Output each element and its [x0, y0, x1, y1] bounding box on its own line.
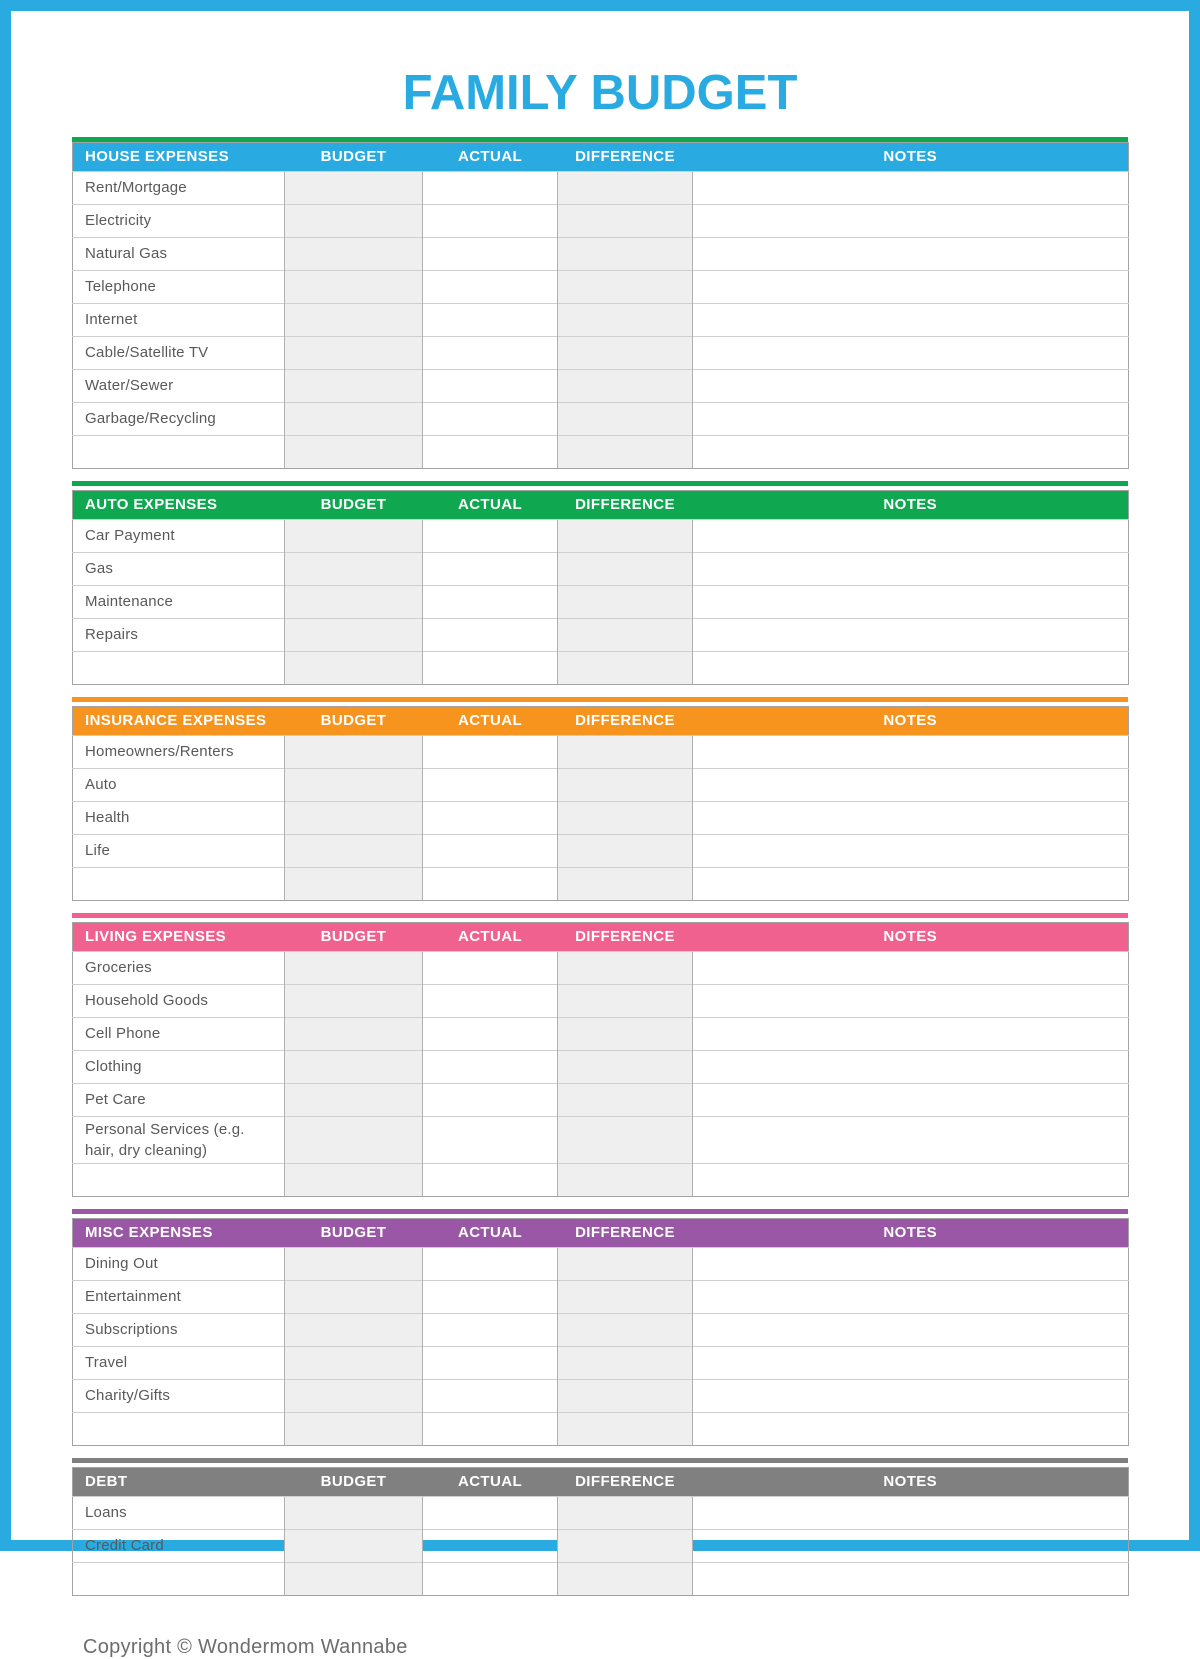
- actual-cell: [423, 834, 558, 867]
- table-row: [73, 768, 1129, 801]
- actual-cell: [423, 1050, 558, 1083]
- table-row: [73, 1163, 1129, 1196]
- section-top-strip: [72, 481, 1128, 486]
- column-header-notes: NOTES: [693, 1467, 1129, 1496]
- actual-cell: [423, 1496, 558, 1529]
- column-header-notes: NOTES: [693, 490, 1129, 519]
- budget-cell: [285, 270, 423, 303]
- notes-cell: [693, 585, 1129, 618]
- budget-cell: [285, 618, 423, 651]
- expense-table: [72, 922, 1129, 1197]
- actual-cell: [423, 1313, 558, 1346]
- column-header-notes: NOTES: [693, 142, 1129, 171]
- table-row: [73, 1280, 1129, 1313]
- expense-table: [72, 706, 1129, 901]
- budget-cell: [285, 1017, 423, 1050]
- actual-cell: [423, 1017, 558, 1050]
- notes-cell: [693, 237, 1129, 270]
- column-header-budget: BUDGET: [285, 1218, 423, 1247]
- budget-cell: [285, 1163, 423, 1196]
- budget-section: [72, 1458, 1128, 1596]
- table-row: [73, 171, 1129, 204]
- actual-cell: [423, 867, 558, 900]
- column-header-budget: BUDGET: [285, 490, 423, 519]
- notes-cell: [693, 735, 1129, 768]
- column-header-notes: NOTES: [693, 706, 1129, 735]
- category-cell: [73, 867, 285, 900]
- section-top-strip: [72, 913, 1128, 918]
- actual-cell: [423, 951, 558, 984]
- notes-cell: [693, 1412, 1129, 1445]
- difference-cell: [558, 519, 693, 552]
- actual-cell: [423, 1280, 558, 1313]
- notes-cell: [693, 651, 1129, 684]
- category-cell: [73, 1412, 285, 1445]
- actual-cell: [423, 171, 558, 204]
- notes-cell: [693, 1083, 1129, 1116]
- table-row: [73, 1496, 1129, 1529]
- actual-cell: [423, 618, 558, 651]
- table-row: [73, 1379, 1129, 1412]
- budget-section: [72, 913, 1128, 1197]
- actual-cell: [423, 1562, 558, 1595]
- page-title: FAMILY BUDGET: [402, 66, 798, 120]
- notes-cell: [693, 1017, 1129, 1050]
- category-cell: Loans: [73, 1496, 285, 1529]
- budget-cell: [285, 336, 423, 369]
- difference-cell: [558, 270, 693, 303]
- category-cell: [73, 651, 285, 684]
- notes-cell: [693, 1379, 1129, 1412]
- difference-cell: [558, 834, 693, 867]
- column-header-difference: DIFFERENCE: [558, 490, 693, 519]
- difference-cell: [558, 1496, 693, 1529]
- table-row: [73, 1313, 1129, 1346]
- actual-cell: [423, 336, 558, 369]
- column-header-budget: BUDGET: [285, 706, 423, 735]
- category-cell: Gas: [73, 552, 285, 585]
- actual-cell: [423, 204, 558, 237]
- category-cell: [73, 1163, 285, 1196]
- budget-section: [72, 137, 1128, 469]
- header-row: [73, 1218, 1129, 1247]
- budget-cell: [285, 651, 423, 684]
- budget-cell: [285, 1313, 423, 1346]
- actual-cell: [423, 1247, 558, 1280]
- table-row: [73, 867, 1129, 900]
- difference-cell: [558, 1346, 693, 1379]
- section-top-strip: [72, 1209, 1128, 1214]
- table-row: [73, 984, 1129, 1017]
- category-cell: Rent/Mortgage: [73, 171, 285, 204]
- table-row: [73, 303, 1129, 336]
- difference-cell: [558, 1017, 693, 1050]
- category-cell: Cable/Satellite TV: [73, 336, 285, 369]
- header-row: [73, 490, 1129, 519]
- header-row: [73, 142, 1129, 171]
- category-cell: Household Goods: [73, 984, 285, 1017]
- table-row: [73, 519, 1129, 552]
- column-header-budget: BUDGET: [285, 1467, 423, 1496]
- budget-cell: [285, 1083, 423, 1116]
- table-row: [73, 801, 1129, 834]
- difference-cell: [558, 1313, 693, 1346]
- notes-cell: [693, 402, 1129, 435]
- actual-cell: [423, 237, 558, 270]
- notes-cell: [693, 1280, 1129, 1313]
- column-header-actual: ACTUAL: [423, 490, 558, 519]
- notes-cell: [693, 1116, 1129, 1163]
- header-row: [73, 922, 1129, 951]
- budget-cell: [285, 369, 423, 402]
- table-row: [73, 1050, 1129, 1083]
- difference-cell: [558, 1083, 693, 1116]
- budget-cell: [285, 1562, 423, 1595]
- actual-cell: [423, 768, 558, 801]
- difference-cell: [558, 336, 693, 369]
- notes-cell: [693, 834, 1129, 867]
- notes-cell: [693, 1163, 1129, 1196]
- category-cell: Subscriptions: [73, 1313, 285, 1346]
- column-header-notes: NOTES: [693, 922, 1129, 951]
- difference-cell: [558, 1247, 693, 1280]
- actual-cell: [423, 651, 558, 684]
- actual-cell: [423, 1083, 558, 1116]
- table-row: [73, 270, 1129, 303]
- difference-cell: [558, 768, 693, 801]
- difference-cell: [558, 1562, 693, 1595]
- table-row: [73, 1017, 1129, 1050]
- difference-cell: [558, 801, 693, 834]
- section-top-strip: [72, 1458, 1128, 1463]
- difference-cell: [558, 303, 693, 336]
- column-header-actual: ACTUAL: [423, 142, 558, 171]
- table-row: [73, 651, 1129, 684]
- table-row: [73, 1412, 1129, 1445]
- actual-cell: [423, 369, 558, 402]
- notes-cell: [693, 1562, 1129, 1595]
- actual-cell: [423, 435, 558, 468]
- actual-cell: [423, 1379, 558, 1412]
- actual-cell: [423, 1116, 558, 1163]
- notes-cell: [693, 1313, 1129, 1346]
- section-title: INSURANCE EXPENSES: [73, 706, 285, 735]
- table-row: [73, 435, 1129, 468]
- column-header-actual: ACTUAL: [423, 1218, 558, 1247]
- difference-cell: [558, 984, 693, 1017]
- table-row: [73, 1562, 1129, 1595]
- table-row: [73, 618, 1129, 651]
- category-cell: Telephone: [73, 270, 285, 303]
- header-row: [73, 1467, 1129, 1496]
- copyright-text: Copyright © Wondermom Wannabe: [83, 1635, 408, 1658]
- difference-cell: [558, 651, 693, 684]
- notes-cell: [693, 270, 1129, 303]
- category-cell: Homeowners/Renters: [73, 735, 285, 768]
- category-cell: Health: [73, 801, 285, 834]
- actual-cell: [423, 402, 558, 435]
- actual-cell: [423, 303, 558, 336]
- table-row: [73, 1247, 1129, 1280]
- actual-cell: [423, 1346, 558, 1379]
- notes-cell: [693, 552, 1129, 585]
- category-cell: Natural Gas: [73, 237, 285, 270]
- column-header-actual: ACTUAL: [423, 922, 558, 951]
- budget-cell: [285, 984, 423, 1017]
- column-header-budget: BUDGET: [285, 142, 423, 171]
- notes-cell: [693, 618, 1129, 651]
- budget-cell: [285, 435, 423, 468]
- table-row: [73, 1346, 1129, 1379]
- actual-cell: [423, 735, 558, 768]
- difference-cell: [558, 867, 693, 900]
- notes-cell: [693, 951, 1129, 984]
- category-cell: Credit Card: [73, 1529, 285, 1562]
- budget-cell: [285, 834, 423, 867]
- budget-tables-container: [72, 137, 1128, 1596]
- budget-cell: [285, 768, 423, 801]
- budget-section: [72, 697, 1128, 901]
- budget-cell: [285, 552, 423, 585]
- category-cell: Auto: [73, 768, 285, 801]
- notes-cell: [693, 336, 1129, 369]
- category-cell: Internet: [73, 303, 285, 336]
- table-row: [73, 402, 1129, 435]
- notes-cell: [693, 519, 1129, 552]
- expense-table: [72, 1218, 1129, 1446]
- difference-cell: [558, 1529, 693, 1562]
- notes-cell: [693, 984, 1129, 1017]
- budget-cell: [285, 1280, 423, 1313]
- section-title: HOUSE EXPENSES: [73, 142, 285, 171]
- budget-cell: [285, 237, 423, 270]
- difference-cell: [558, 237, 693, 270]
- column-header-difference: DIFFERENCE: [558, 922, 693, 951]
- actual-cell: [423, 585, 558, 618]
- difference-cell: [558, 1412, 693, 1445]
- category-cell: Maintenance: [73, 585, 285, 618]
- table-row: [73, 204, 1129, 237]
- actual-cell: [423, 1163, 558, 1196]
- difference-cell: [558, 1116, 693, 1163]
- section-top-strip: [72, 697, 1128, 702]
- category-cell: Life: [73, 834, 285, 867]
- notes-cell: [693, 1247, 1129, 1280]
- column-header-notes: NOTES: [693, 1218, 1129, 1247]
- difference-cell: [558, 204, 693, 237]
- budget-cell: [285, 303, 423, 336]
- notes-cell: [693, 303, 1129, 336]
- category-cell: [73, 435, 285, 468]
- expense-table: [72, 1467, 1129, 1596]
- table-row: [73, 585, 1129, 618]
- budget-cell: [285, 1529, 423, 1562]
- expense-table: [72, 142, 1129, 469]
- budget-cell: [285, 585, 423, 618]
- column-header-actual: ACTUAL: [423, 1467, 558, 1496]
- notes-cell: [693, 435, 1129, 468]
- category-cell: Repairs: [73, 618, 285, 651]
- category-cell: Cell Phone: [73, 1017, 285, 1050]
- budget-cell: [285, 801, 423, 834]
- header-row: [73, 706, 1129, 735]
- budget-cell: [285, 1247, 423, 1280]
- actual-cell: [423, 1529, 558, 1562]
- difference-cell: [558, 171, 693, 204]
- column-header-difference: DIFFERENCE: [558, 142, 693, 171]
- table-row: [73, 237, 1129, 270]
- notes-cell: [693, 867, 1129, 900]
- budget-cell: [285, 867, 423, 900]
- column-header-actual: ACTUAL: [423, 706, 558, 735]
- actual-cell: [423, 801, 558, 834]
- notes-cell: [693, 768, 1129, 801]
- difference-cell: [558, 552, 693, 585]
- budget-cell: [285, 1346, 423, 1379]
- budget-section: [72, 1209, 1128, 1446]
- table-row: [73, 735, 1129, 768]
- notes-cell: [693, 1496, 1129, 1529]
- actual-cell: [423, 519, 558, 552]
- notes-cell: [693, 1050, 1129, 1083]
- difference-cell: [558, 369, 693, 402]
- table-row: [73, 1529, 1129, 1562]
- table-row: [73, 1116, 1129, 1163]
- section-title: MISC EXPENSES: [73, 1218, 285, 1247]
- budget-cell: [285, 1379, 423, 1412]
- category-cell: Water/Sewer: [73, 369, 285, 402]
- category-cell: Entertainment: [73, 1280, 285, 1313]
- table-row: [73, 552, 1129, 585]
- budget-cell: [285, 735, 423, 768]
- budget-cell: [285, 1496, 423, 1529]
- difference-cell: [558, 402, 693, 435]
- expense-table: [72, 490, 1129, 685]
- difference-cell: [558, 951, 693, 984]
- category-cell: Garbage/Recycling: [73, 402, 285, 435]
- budget-cell: [285, 951, 423, 984]
- difference-cell: [558, 618, 693, 651]
- actual-cell: [423, 270, 558, 303]
- category-cell: Dining Out: [73, 1247, 285, 1280]
- actual-cell: [423, 984, 558, 1017]
- category-cell: Personal Services (e.g. hair, dry cleaning): [73, 1116, 285, 1163]
- category-cell: Electricity: [73, 204, 285, 237]
- notes-cell: [693, 1529, 1129, 1562]
- section-title: AUTO EXPENSES: [73, 490, 285, 519]
- notes-cell: [693, 801, 1129, 834]
- column-header-difference: DIFFERENCE: [558, 1218, 693, 1247]
- notes-cell: [693, 1346, 1129, 1379]
- notes-cell: [693, 369, 1129, 402]
- category-cell: Groceries: [73, 951, 285, 984]
- difference-cell: [558, 735, 693, 768]
- column-header-budget: BUDGET: [285, 922, 423, 951]
- column-header-difference: DIFFERENCE: [558, 706, 693, 735]
- table-row: [73, 336, 1129, 369]
- table-row: [73, 951, 1129, 984]
- actual-cell: [423, 1412, 558, 1445]
- difference-cell: [558, 1050, 693, 1083]
- section-title: DEBT: [73, 1467, 285, 1496]
- difference-cell: [558, 1280, 693, 1313]
- category-cell: Charity/Gifts: [73, 1379, 285, 1412]
- table-row: [73, 369, 1129, 402]
- category-cell: Car Payment: [73, 519, 285, 552]
- table-row: [73, 834, 1129, 867]
- budget-section: [72, 481, 1128, 685]
- notes-cell: [693, 204, 1129, 237]
- category-cell: Travel: [73, 1346, 285, 1379]
- difference-cell: [558, 585, 693, 618]
- column-header-difference: DIFFERENCE: [558, 1467, 693, 1496]
- difference-cell: [558, 435, 693, 468]
- difference-cell: [558, 1163, 693, 1196]
- budget-cell: [285, 204, 423, 237]
- budget-cell: [285, 1050, 423, 1083]
- actual-cell: [423, 552, 558, 585]
- notes-cell: [693, 171, 1129, 204]
- difference-cell: [558, 1379, 693, 1412]
- category-cell: Clothing: [73, 1050, 285, 1083]
- budget-cell: [285, 1412, 423, 1445]
- budget-cell: [285, 1116, 423, 1163]
- budget-cell: [285, 171, 423, 204]
- section-title: LIVING EXPENSES: [73, 922, 285, 951]
- category-cell: [73, 1562, 285, 1595]
- table-row: [73, 1083, 1129, 1116]
- budget-cell: [285, 402, 423, 435]
- category-cell: Pet Care: [73, 1083, 285, 1116]
- budget-cell: [285, 519, 423, 552]
